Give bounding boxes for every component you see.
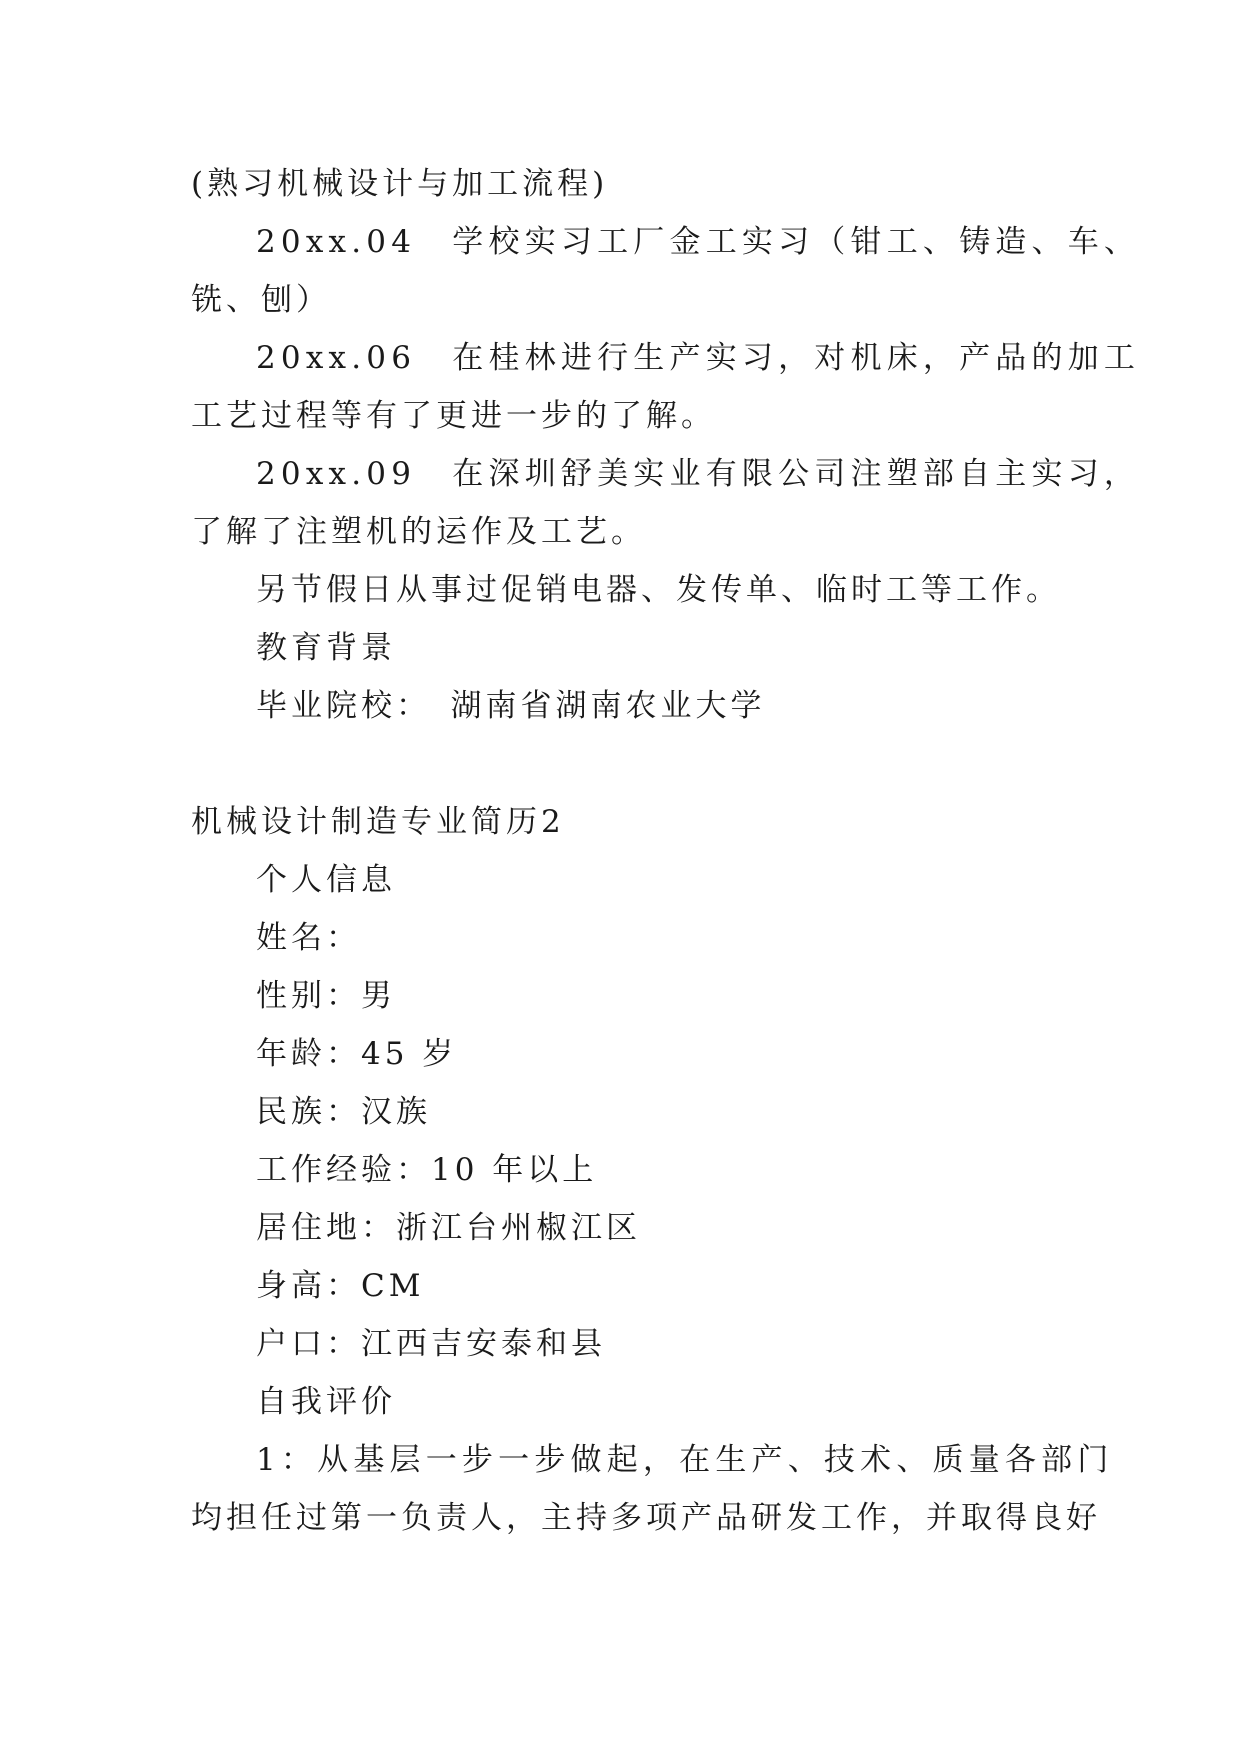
section-heading: 教育背景 xyxy=(256,630,396,666)
text-line: 性别：男 xyxy=(256,978,396,1014)
text-line: 民族：汉族 xyxy=(256,1094,431,1130)
text-line: 姓名： xyxy=(256,920,361,956)
section-heading: 个人信息 xyxy=(256,862,396,898)
text-line: 均担任过第一负责人，主持多项产品研发工作，并取得良好 xyxy=(191,1500,1101,1536)
text-line: 20xx.04 学校实习工厂金工实习（钳工、铸造、车、 xyxy=(256,224,1141,260)
document-title: 机械设计制造专业简历2 xyxy=(191,804,565,840)
text-line: 了解了注塑机的运作及工艺。 xyxy=(191,514,646,550)
text-line: 铣、刨） xyxy=(191,282,331,318)
text-line: 毕业院校： 湖南省湖南农业大学 xyxy=(256,688,766,724)
text-line: 20xx.06 在桂林进行生产实习，对机床，产品的加工 xyxy=(256,340,1141,376)
text-line: 1：从基层一步一步做起，在生产、技术、质量各部门 xyxy=(256,1442,1114,1478)
text-line: (熟习机械设计与加工流程) xyxy=(191,166,609,202)
text-line: 年龄：45 岁 xyxy=(256,1036,458,1072)
section-heading: 自我评价 xyxy=(256,1384,396,1420)
text-line: 另节假日从事过促销电器、发传单、临时工等工作。 xyxy=(256,572,1061,608)
text-line: 工作经验：10 年以上 xyxy=(256,1152,598,1188)
text-line: 身高：CM xyxy=(256,1268,425,1304)
text-line: 居住地：浙江台州椒江区 xyxy=(256,1210,641,1246)
text-line: 工艺过程等有了更进一步的了解。 xyxy=(191,398,716,434)
text-line: 20xx.09 在深圳舒美实业有限公司注塑部自主实习， xyxy=(256,456,1141,492)
text-line: 户口：江西吉安泰和县 xyxy=(256,1326,606,1362)
